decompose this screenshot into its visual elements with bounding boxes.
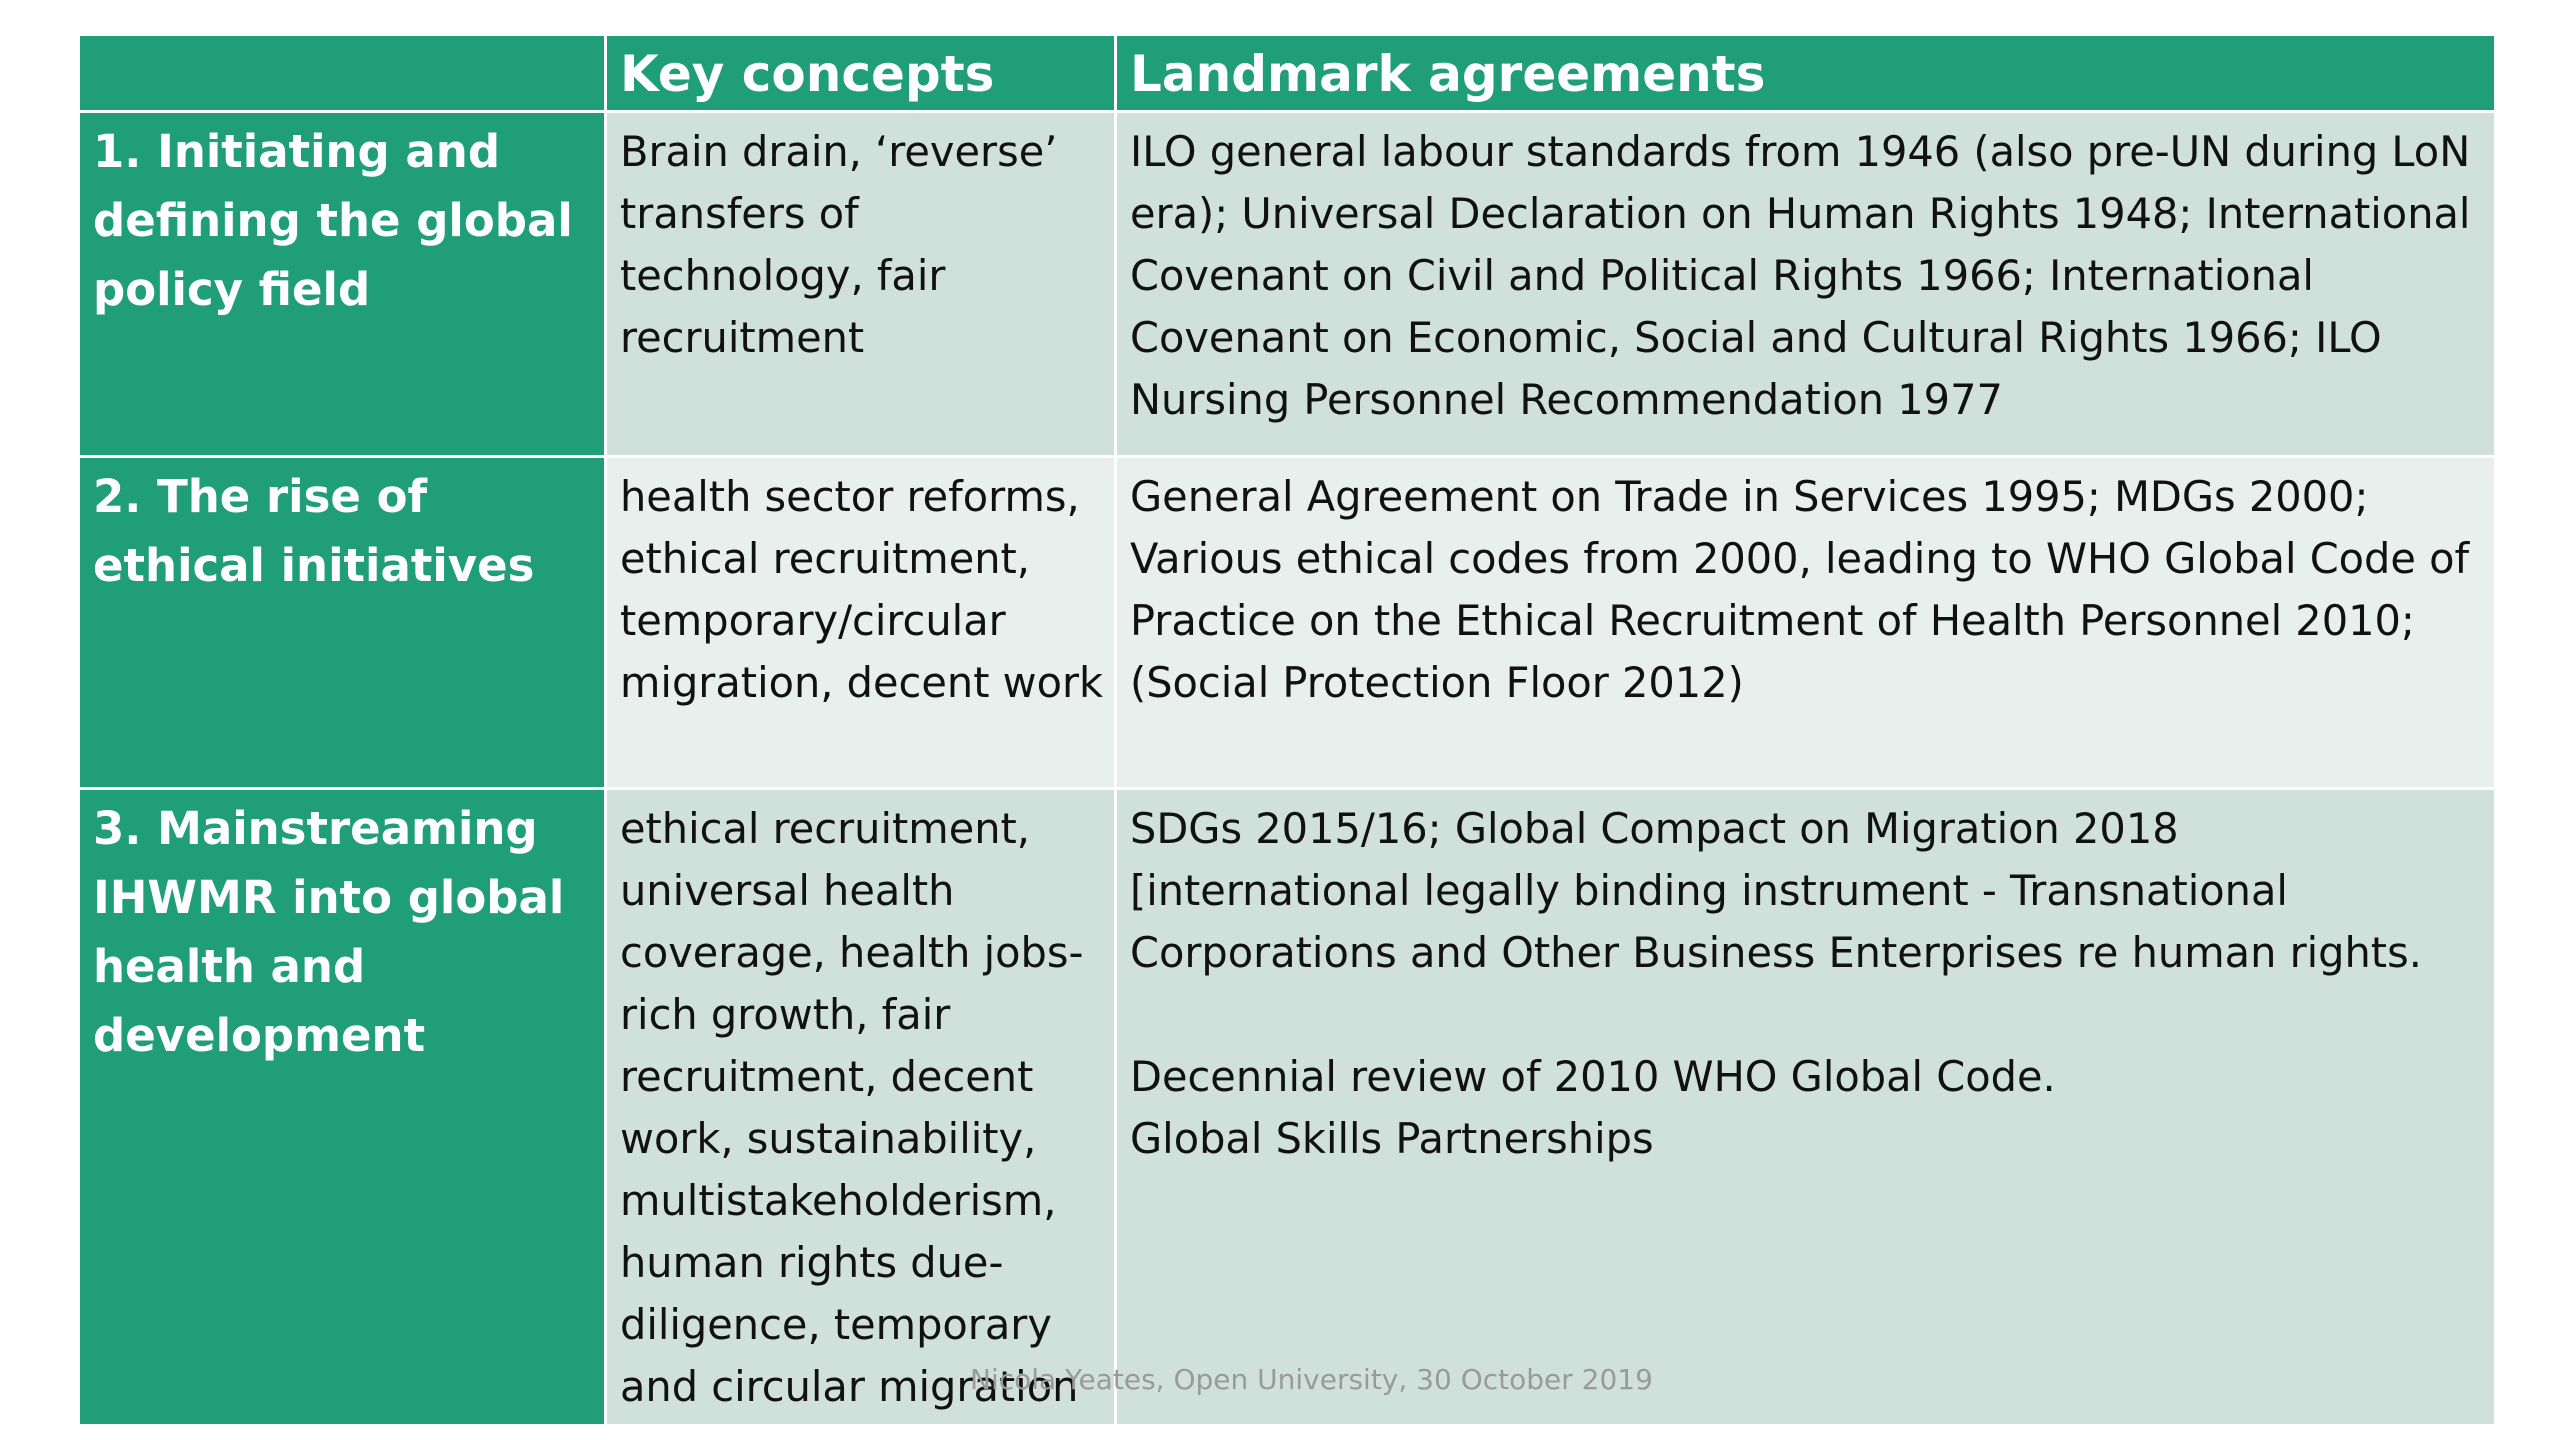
key-concepts-cell: health sector reforms, ethical recruitment, temporary/circular migration, decent work [606, 457, 1116, 789]
header-landmark-agreements: Landmark agreements [1116, 35, 2496, 112]
header-key-concepts: Key concepts [606, 35, 1116, 112]
theme-cell: 2. The rise of ethical initiatives [79, 457, 606, 789]
agreement-paragraph [1130, 798, 2494, 984]
table-row [79, 457, 2496, 789]
policy-table [77, 33, 2497, 1427]
slide-footer: Nicola Yeates, Open University, 30 October 2019 [970, 1363, 1653, 1396]
agreement-text: [international legally binding instrument - Transnational Corporations and Other Business Enterprises re human rights. [1130, 866, 2422, 977]
header-empty [79, 35, 606, 112]
key-concepts-cell: Brain drain, ‘reverse’ transfers of technology, fair recruitment [606, 112, 1116, 457]
agreement-text: Global Skills Partnerships [1130, 1114, 1654, 1163]
agreement-text: ILO general labour standards from 1946 (also pre-UN during LoN era); Universal Declaration on Human Rights 1948; International Covenant on Civil and Political Rights 1966; International Covenant on Economic, Social and Cultural Rights 1966; ILO Nursing Personnel Recommendation 1977 [1130, 127, 2471, 424]
theme-cell: 3. Mainstreaming IHWMR into global health and development [79, 789, 606, 1426]
agreement-text: Decennial review of 2010 WHO Global Code. [1130, 1052, 2056, 1101]
landmark-agreements-cell [1116, 457, 2496, 789]
agreement-text: SDGs 2015/16; Global Compact on Migration 2018 [1130, 804, 2179, 853]
theme-cell: 1. Initiating and defining the global policy field [79, 112, 606, 457]
key-concepts-cell: ethical recruitment, universal health coverage, health jobs-rich growth, fair recruitment, decent work, sustainability, multistakeholderism, human rights due-diligence, temporary and circular migration [606, 789, 1116, 1426]
agreement-text: Various ethical codes from 2000, leading to WHO Global Code of Practice on the Ethical Recruitment of Health Personnel 2010; (Social Protection Floor 2012) [1130, 534, 2470, 707]
table-header-row [79, 35, 2496, 112]
table-row [79, 112, 2496, 457]
agreement-text: General Agreement on Trade in Services 1995; MDGs 2000; [1130, 472, 2369, 521]
landmark-agreements-cell [1116, 789, 2496, 1426]
agreement-paragraph [1130, 1046, 2494, 1170]
landmark-agreements-cell [1116, 112, 2496, 457]
table-row [79, 789, 2496, 1426]
